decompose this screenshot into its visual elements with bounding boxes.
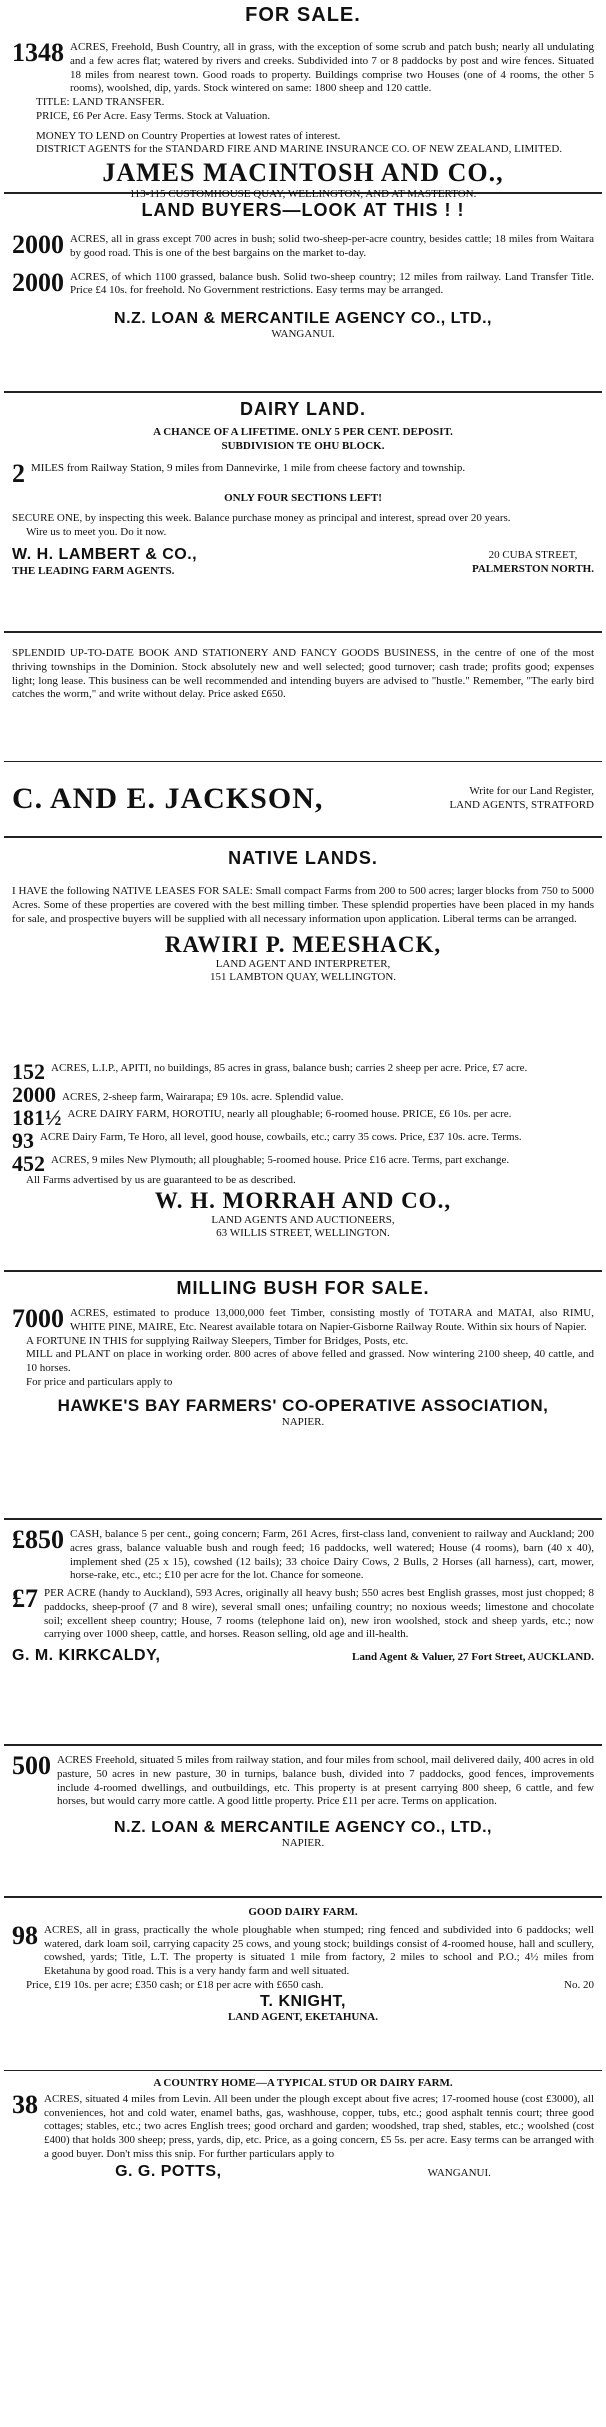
- lot: [12, 1525, 594, 1583]
- agent-name: G. M. KIRKCALDY,: [12, 1647, 161, 1664]
- lot-acreage: 2000: [12, 230, 64, 259]
- agent-row: [12, 2162, 594, 2182]
- aside-line: Write for our Land Register,: [469, 785, 594, 798]
- money-line: MONEY TO LEND on Country Properties at lowest rates of interest.: [36, 129, 341, 142]
- agent-address: 63 WILLIS STREET, WELLINGTON.: [216, 1226, 390, 1239]
- lot-description: ACRES, all in grass except 700 acres in bush; solid two-sheep-per-acre country, besides cattle; 18 miles from Waitara by good road. This is one of the best bargains on the market to-day.: [70, 233, 594, 259]
- lot-acreage: 1348: [12, 38, 64, 67]
- guarantee-note: All Farms advertised by us are guaranteed to be as described.: [26, 1174, 296, 1187]
- agent-name: N.Z. LOAN & MERCANTILE AGENCY CO., LTD.,: [114, 310, 492, 327]
- ad-heading: GOOD DAIRY FARM.: [248, 1906, 358, 1918]
- title-line: TITLE: LAND TRANSFER.: [36, 96, 165, 108]
- lot-description: ACRES, estimated to produce 13,000,000 feet Timber, consisting mostly of TOTARA and MATAI, also RIMU, WHITE PINE, MAIRE, Etc. Nearest available totara on Napier-Gisborne Railway Route. Within six hours of Napier.: [70, 1307, 594, 1333]
- lot-description: ACRE Dairy Farm, Te Horo, all level, good house, cowbails, etc.; carry 35 cows. Price, £37 10s. acre. Terms.: [40, 1130, 522, 1143]
- lot: [12, 1104, 594, 1130]
- agent-town: NAPIER.: [281, 1837, 325, 1849]
- agent-name: W. H. MORRAH AND CO.,: [154, 1188, 452, 1214]
- ad-morrah-listings: [0, 1060, 606, 1270]
- lot: [12, 1081, 594, 1107]
- lot-acreage: 152: [12, 1059, 45, 1084]
- lot: [12, 1584, 594, 1642]
- ad-kirkcaldy: [0, 1520, 606, 1744]
- ad-heading: A COUNTRY HOME—A TYPICAL STUD OR DAIRY FARM.: [153, 2077, 453, 2089]
- reference-number: No. 20: [564, 1978, 594, 1991]
- lot-description: ACRES, 2-sheep farm, Wairarapa; £9 10s. acre. Splendid value.: [62, 1090, 344, 1103]
- secure-line: SECURE ONE, by inspecting this week. Balance purchase money as principal and interest, spread over 20 years.: [12, 511, 511, 524]
- ad-heading: MILLING BUSH FOR SALE.: [176, 1278, 430, 1298]
- lot-acreage: 2000: [12, 1081, 56, 1107]
- agent-row: [12, 1646, 594, 1666]
- lot-distance: 2: [12, 458, 25, 488]
- agent-name: G. G. POTTS,: [115, 2162, 222, 2180]
- agent-town: NAPIER.: [281, 1415, 325, 1428]
- ad-heading: LAND BUYERS—LOOK AT THIS ! !: [141, 200, 465, 220]
- lot-price: £7: [12, 1584, 38, 1613]
- lot: [12, 458, 594, 488]
- lot: [12, 38, 594, 96]
- headline-line: ONLY FOUR SECTIONS LEFT!: [224, 492, 382, 505]
- agent-name: HAWKE'S BAY FARMERS' CO-OPERATIVE ASSOCIATION,: [57, 1395, 549, 1415]
- ad-jackson: [0, 762, 606, 836]
- ad-land-buyers: [0, 194, 606, 391]
- agent-tagline: THE LEADING FARM AGENTS.: [12, 565, 175, 578]
- ad-nz-loan-napier: [0, 1746, 606, 1896]
- lot: [12, 1304, 594, 1335]
- lot-acreage: 181½: [12, 1104, 62, 1130]
- price-line: PRICE, £6 Per Acre. Easy Terms. Stock at Valuation.: [36, 109, 271, 122]
- lot-description: ACRES, L.I.P., APITI, no buildings, 85 acres in grass, balance bush; carries 2 sheep per acre. Price, £7 acre.: [51, 1062, 528, 1074]
- agent-tagline: LAND AGENT, EKETAHUNA.: [228, 2010, 378, 2023]
- agent-name: C. AND E. JACKSON,: [12, 782, 324, 815]
- intro-text: I HAVE the following NATIVE LEASES FOR SALE: Small compact Farms from 200 to 500 acres; larger blocks from 750 to 5000 Acres. Some of these properties are covered with the best milling timber. These splendid properties have been placed in my hands for sale, and prospective buyers will be supplied with all necessary information upon application. Liberal terms can be arranged.: [12, 885, 594, 925]
- lot-description: ACRES Freehold, situated 5 miles from railway station, and four miles from school, mail delivered daily, 400 acres in old pasture, 50 acres in new pasture, 30 in turnips, balance bush, divided into 7 paddocks, good fences, improvements include 4-roomed dwellings, and outbuildings, etc. This property is at present carrying 800 sheep, 6 cattle, and few horses, but would carry more cattle. A good little property. Price £11 per acre. Terms on application.: [57, 1754, 594, 1808]
- lot: [12, 1127, 594, 1153]
- lot-acreage: 2000: [12, 267, 64, 297]
- agent-aside: [449, 785, 594, 813]
- agent-name: N.Z. LOAN & MERCANTILE AGENCY CO., LTD.,: [114, 1819, 492, 1836]
- lot: [12, 2089, 594, 2162]
- address-line: 20 CUBA STREET,: [488, 549, 578, 562]
- ad-for-sale: [0, 0, 606, 200]
- agent-town: WANGANUI.: [427, 2166, 491, 2179]
- headline-line: SUBDIVISION TE OHU BLOCK.: [221, 439, 385, 452]
- mill-line: MILL and PLANT on place in working order. 800 acres of above felled and grassed. Now wintering 2100 sheep, 40 cattle, and 10 horses.: [26, 1348, 594, 1374]
- headline-line: A CHANCE OF A LIFETIME. ONLY 5 PER CENT. DEPOSIT.: [153, 426, 453, 438]
- lot-description: ACRE DAIRY FARM, HOROTIU, nearly all ploughable; 6-roomed house. PRICE, £6 10s. per acre.: [67, 1107, 512, 1120]
- lot-description: MILES from Railway Station, 9 miles from Dannevirke, 1 mile from cheese factory and township.: [31, 461, 466, 474]
- address-block: [472, 545, 594, 579]
- lot-description: CASH, balance 5 per cent., going concern; Farm, 261 Acres, first-class land, convenient to railway and Auckland; 200 acres grass, balance valuable bush and rough feed; 16 paddocks, well watered; House (4 rooms), barn (40 x 40), implement shed (25 x 15), cowshed (12 bails); 33 choice Dairy Cows, 2 Bulls, 2 Horses (all harness), cart, mower, horse-rake, etc., etc.; £10 per acre for the lot. Chance for someone.: [70, 1528, 594, 1582]
- lot: [12, 267, 594, 299]
- price-row: [12, 1979, 594, 1993]
- lot-description: ACRES, of which 1100 grassed, balance bush. Solid two-sheep country; 12 miles from railway. Land Transfer Title. Price £4 10s. for freehold. No Government restrictions. Easy terms may be arranged.: [70, 270, 594, 297]
- lot-description: ACRES, Freehold, Bush Country, all in grass, with the exception of some scrub and patch bush; nearly all undulating and a few acres flat; watered by rivers and creeks. Subdivided into 7 or 8 paddocks by post and wire fences. Situated 18 miles from nearest town. Good roads to property. Buildings comprise two Houses (one of 4 rooms, the other 5 rooms), woolshed, dip, yards. Stock wintered on same: 1800 sheep and 120 cattle.: [70, 41, 594, 95]
- business-description: SPLENDID UP-TO-DATE BOOK AND STATIONERY AND FANCY GOODS BUSINESS, in the centre of one of the most thriving townships in the Dominion. Stock absolutely new and well selected; good turnover; cash trade; profits good; expenses light; long lease. This business can be well recommended and intending buyers are advised to "hustle." Remember, "The early bird catches the worm," and write without delay. Price asked £650.: [12, 647, 594, 701]
- fortune-line: A FORTUNE IN THIS for supplying Railway Sleepers, Timber for Bridges, Posts, etc.: [26, 1334, 409, 1347]
- lot-acreage: 500: [12, 1751, 51, 1780]
- ad-heading: NATIVE LANDS.: [228, 848, 378, 868]
- agent-name: RAWIRI P. MEESHACK,: [164, 932, 442, 958]
- agent-town: WANGANUI.: [271, 328, 335, 340]
- agent-name: T. KNIGHT,: [260, 1992, 346, 2010]
- lot-acreage: 38: [12, 2089, 38, 2119]
- price-line: Price, £19 10s. per acre; £350 cash; or £18 per acre with £650 cash.: [26, 1978, 324, 1991]
- wire-line: Wire us to meet you. Do it now.: [26, 525, 167, 538]
- ad-milling-bush: [0, 1272, 606, 1518]
- lot-acreage: 7000: [12, 1304, 64, 1333]
- lot: [12, 1150, 594, 1176]
- agent-block: [12, 545, 197, 579]
- ad-good-dairy-farm: [0, 1898, 606, 2070]
- ad-heading: DAIRY LAND.: [239, 399, 366, 419]
- lot-acreage: 452: [12, 1150, 45, 1176]
- agent-tagline: LAND AGENT AND INTERPRETER,: [215, 957, 391, 970]
- lot-description: ACRES, situated 4 miles from Levin. All been under the plough except about five acres; 17-roomed house (cost £3000), all conveniences, hot and cold water, enamel baths, gas, washhouse, copper, tubs, etc.; good asphalt tennis court; three good cottages; stables, etc.; two acres English trees; good orchard and garden; woodshed, trap shed, stables, etc.; woolshed (cost £400) that holds 300 sheep; press, yards, dip, etc. Price, as a going concern, £5 5s. per acre. Easy terms can be arranged with a good buyer. Don't miss this snip. For further particulars apply to: [44, 2092, 594, 2160]
- address-line: PALMERSTON NORTH.: [471, 563, 594, 576]
- agent-name: JAMES MACINTOSH AND CO.,: [102, 158, 504, 187]
- lot-acreage: 98: [12, 1920, 38, 1950]
- lot-description: PER ACRE (handy to Auckland), 593 Acres, originally all heavy bush; 550 acres best English grasses, most just chopped; 8 paddocks, sheep-proof (7 and 8 wire), several small ones; unfailing country; no noxious weeds; limestone and chocolate soil; excellent sheep country; House, 7 rooms (telephone laid on), new iron woolshed, stock and sheep yards, etc.; now carrying over 1000 sheep, cattle, and horses. Reason selling, old age and ill-health.: [44, 1587, 594, 1641]
- agent-address: Land Agent & Valuer, 27 Fort Street, AUCKLAND.: [351, 1651, 594, 1663]
- lot-acreage: 93: [12, 1127, 34, 1153]
- ad-heading: FOR SALE.: [245, 4, 361, 26]
- agent-name: W. H. LAMBERT & CO.,: [12, 546, 198, 564]
- lot-description: ACRES, 9 miles New Plymouth; all ploughable; 5-roomed house. Price £16 acre. Terms, part exchange.: [51, 1153, 510, 1166]
- lot: [12, 1059, 594, 1084]
- lot: [12, 1920, 594, 1979]
- ad-stationery-business: [0, 633, 606, 761]
- lot-price: £850: [12, 1525, 64, 1554]
- agent-address: 113-115 CUSTOMHOUSE QUAY, WELLINGTON, AND AT MASTERTON.: [129, 187, 477, 200]
- particulars-line: For price and particulars apply to: [26, 1375, 173, 1388]
- aside-line: LAND AGENTS, STRATFORD: [449, 799, 594, 811]
- agent-row: [12, 545, 594, 579]
- agent-address: 151 LAMBTON QUAY, WELLINGTON.: [209, 970, 397, 983]
- lot: [12, 230, 594, 261]
- ad-dairy-land: [0, 393, 606, 631]
- lot-description: ACRES, all in grass, practically the whole ploughable when stumped; ring fenced and subdivided into 6 paddocks; well watered, dark loam soil, carrying capacity 25 cows, and young stock; buildings consist of 4-roomed house, hall and scullery, cowshed, yards; Title, L.T. The property is situated 1 mile from factory, 2 miles to school and P.O.; 4½ miles from Eketahuna by good road. This is a very handy farm and well situated.: [44, 1923, 594, 1977]
- lot: [12, 1751, 594, 1809]
- agent-tagline: LAND AGENTS AND AUCTIONEERS,: [211, 1213, 395, 1226]
- district-line: DISTRICT AGENTS for the STANDARD FIRE AND MARINE INSURANCE CO. OF NEW ZEALAND, LIMITED.: [36, 143, 563, 156]
- ad-native-lands: [0, 838, 606, 1060]
- ad-country-home: [0, 2071, 606, 2215]
